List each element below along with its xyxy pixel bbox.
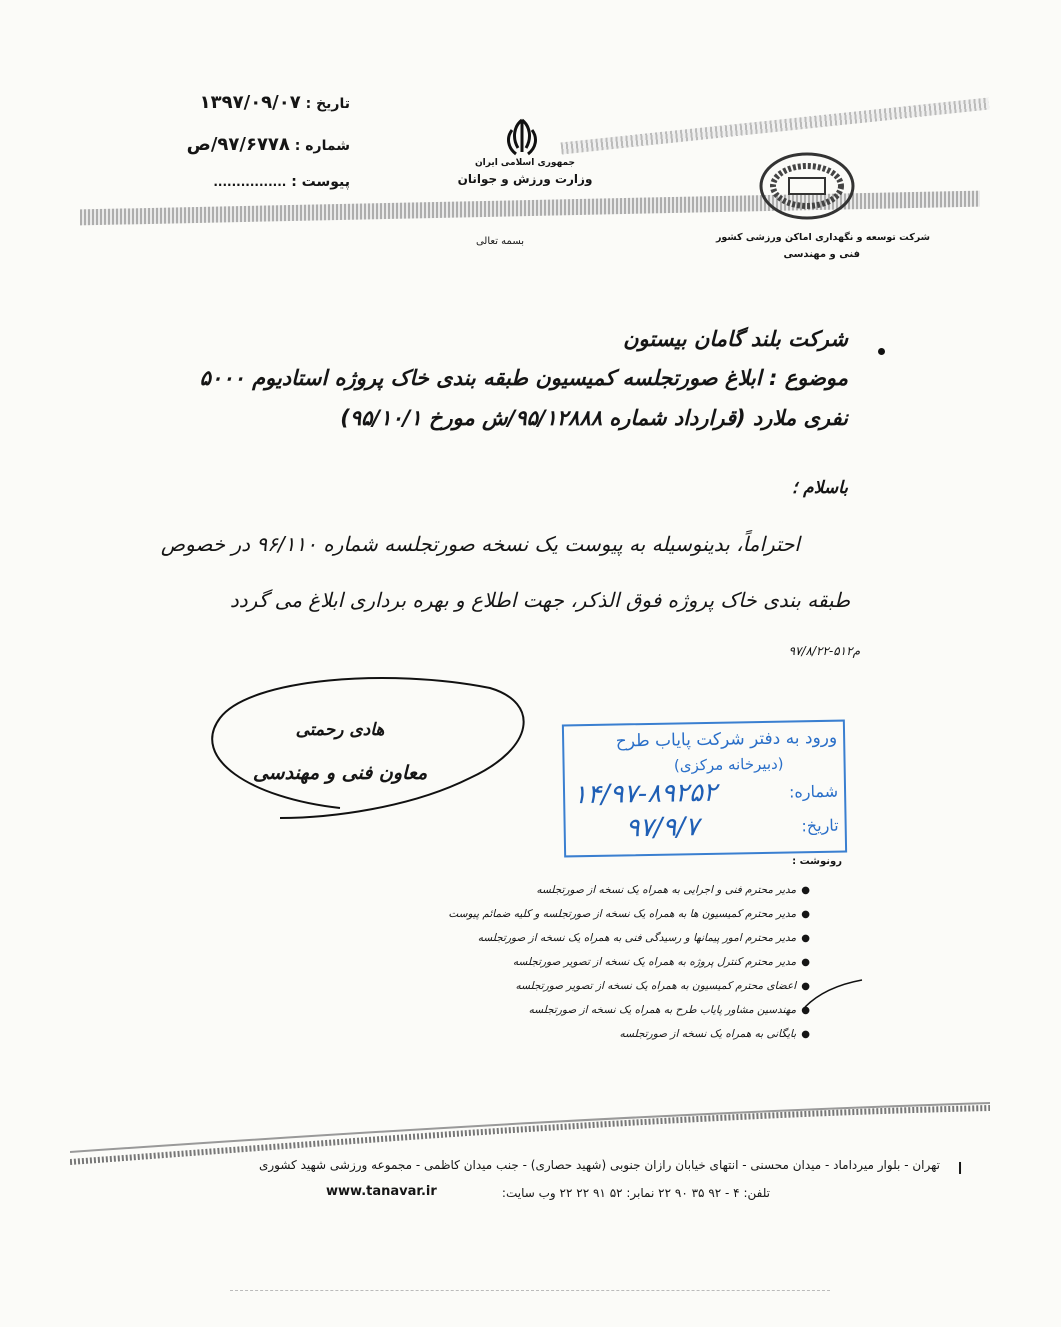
body-line1: احتراماً، بدینوسیله به پیوست یک نسخه صورتجلسه شماره ۹۶/۱۱۰ در خصوص bbox=[160, 532, 800, 556]
company-line2: فنی و مهندسی bbox=[783, 249, 860, 260]
date-value: ۱۳۹۷/۰۹/۰۷ bbox=[199, 92, 301, 113]
footer-pipe-icon: ❙ bbox=[955, 1160, 966, 1174]
date-row bbox=[120, 92, 350, 113]
bullet-icon: ● bbox=[801, 885, 810, 896]
number-row bbox=[110, 134, 350, 155]
bottom-divider bbox=[230, 1290, 830, 1291]
signature-scribble bbox=[190, 668, 550, 828]
cc-title: رونوشت : bbox=[792, 856, 842, 867]
footer-address: تهران - بلوار میرداماد - میدان محسنی - انتهای خیابان رازان جنوبی (شهید حصاری) - جنب میدان کاظمی - مجموعه ورزشی شهید کشوری bbox=[258, 1158, 940, 1172]
iran-emblem-icon bbox=[500, 116, 544, 160]
number-value: ۹۷/۶۷۷۸/ص bbox=[186, 134, 290, 155]
subject-line2: نفری ملارد (قرارداد شماره ۹۵/۱۲۸۸۸/ش مورخ ۹۵/۱۰/۱) bbox=[340, 406, 848, 430]
stamp-date-label: تاریخ: bbox=[801, 815, 839, 836]
attachment-row bbox=[150, 174, 350, 190]
bullet-dot-icon bbox=[878, 348, 885, 355]
basmala: بسمه تعالی bbox=[475, 236, 525, 247]
list-item: ● مدیر محترم کنترل پروژه به همراه یک نسخه از تصویر صورتجلسه bbox=[512, 956, 810, 968]
signer-name: هادی رحمتی bbox=[295, 720, 385, 740]
attachment-value: ................ bbox=[213, 175, 287, 189]
reference-note: م۵۱۲-۹۷/۸/۲۲ bbox=[788, 644, 860, 658]
recipient: شرکت بلند گامان بیستون bbox=[623, 327, 848, 351]
list-item: ● بایگانی به همراه یک نسخه از صورتجلسه bbox=[619, 1028, 810, 1040]
check-mark-scribble bbox=[800, 972, 870, 1012]
attachment-label: پیوست : bbox=[291, 174, 350, 190]
bullet-icon: ● bbox=[801, 957, 810, 968]
list-item: ● اعضای محترم کمیسیون به همراه یک نسخه از تصویر صورتجلسه bbox=[515, 980, 810, 992]
header-band-upper bbox=[561, 98, 990, 155]
bullet-icon: ● bbox=[801, 981, 810, 992]
stamp-number-label: شماره: bbox=[788, 781, 839, 802]
bullet-icon: ● bbox=[801, 1005, 810, 1016]
cc-list bbox=[300, 878, 810, 1046]
stamp-line1: ورود به دفتر شرکت پایاب طرح bbox=[615, 727, 838, 752]
list-item: ● مدیر محترم فنی و اجرایی به همراه یک نسخه از صورتجلسه bbox=[536, 884, 810, 896]
footer-website[interactable]: www.tanavar.ir bbox=[326, 1184, 437, 1199]
stamp-date-value: ۹۷/۹/۷ bbox=[625, 812, 700, 844]
greeting: باسلام ؛ bbox=[791, 478, 848, 498]
list-item: ● مهندسین مشاور پایاب طرح به همراه یک نسخه از صورتجلسه bbox=[528, 1004, 810, 1016]
stamp-number-value: ۱۴/۹۷-۸۹۲۵۲ bbox=[572, 777, 718, 811]
list-item: ● مدیر محترم امور پیمانها و رسیدگی فنی به همراه یک نسخه از صورتجلسه bbox=[477, 932, 810, 944]
list-item: ● مدیر محترم کمیسیون ها به همراه یک نسخه از صورتجلسه و کلیه ضمائم پیوست bbox=[448, 908, 810, 920]
body-line2: طبقه بندی خاک پروژه فوق الذکر، جهت اطلاع و بهره برداری ابلاغ می گردد bbox=[229, 588, 850, 612]
ministry-line1: جمهوری اسلامی ایران bbox=[474, 158, 576, 168]
bullet-icon: ● bbox=[801, 933, 810, 944]
signer-title: معاون فنی و مهندسی bbox=[252, 762, 428, 784]
stamp-line2: (دبیرخانه مرکزی) bbox=[673, 754, 784, 775]
date-label: تاریخ : bbox=[305, 96, 350, 112]
received-stamp bbox=[562, 720, 847, 858]
subject-line1: موضوع : ابلاغ صورتجلسه کمیسیون طبقه بندی خاک پروژه استادیوم ۵۰۰۰ bbox=[199, 366, 848, 390]
bullet-icon: ● bbox=[801, 1029, 810, 1040]
company-logo-icon bbox=[755, 148, 859, 224]
ministry-line2: وزارت ورزش و جوانان bbox=[457, 172, 593, 186]
bullet-icon: ● bbox=[801, 909, 810, 920]
company-line1: شرکت توسعه و نگهداری اماکن ورزشی کشور bbox=[715, 232, 930, 243]
number-label: شماره : bbox=[294, 138, 350, 154]
footer-phone: تلفن: ۴ - ۹۲ ۳۵ ۹۰ ۲۲ نمابر: ۵۲ ۹۱ ۲۲ ۲۲ وب سایت: bbox=[501, 1186, 770, 1200]
